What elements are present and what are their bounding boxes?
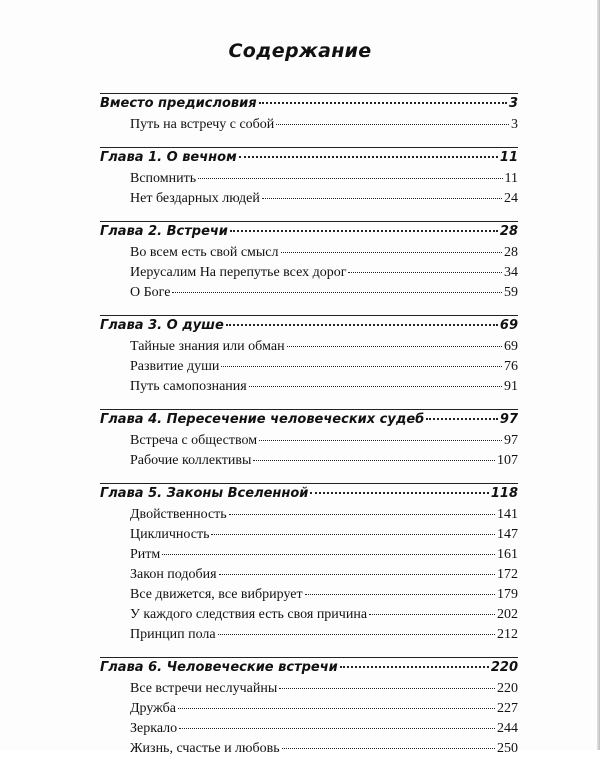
chapter-title: Глава 1. О вечном: [100, 150, 237, 165]
chapter-entry: [100, 224, 518, 245]
chapter-title: Глава 6. Человеческие встречи: [100, 660, 338, 675]
dot-leader: [229, 513, 495, 515]
dot-leader: [281, 251, 502, 253]
section-title: Жизнь, счастье и любовь: [130, 741, 280, 756]
toc-chapter: [100, 315, 518, 399]
chapter-entry: [100, 660, 518, 681]
dot-leader: [179, 727, 495, 729]
dot-leader: [276, 123, 509, 125]
section-entry: [100, 507, 518, 527]
chapter-page-number: 3: [508, 96, 518, 111]
dot-leader: [259, 439, 502, 441]
section-entry: [100, 527, 518, 547]
section-entry: [100, 117, 518, 137]
section-title: Дружба: [130, 701, 177, 716]
section-page-number: 202: [497, 607, 518, 622]
section-title: Закон подобия: [130, 567, 217, 582]
section-entry: [100, 701, 518, 721]
section-entry: [100, 433, 518, 453]
dot-leader: [259, 101, 507, 104]
chapter-entry: [100, 96, 518, 117]
section-page-number: 11: [504, 171, 518, 186]
toc-chapter: [100, 221, 518, 305]
section-page-number: 250: [497, 741, 518, 756]
section-page-number: 59: [504, 285, 518, 300]
dot-leader: [211, 533, 495, 535]
section-title: Принцип пола: [130, 627, 216, 642]
dot-leader: [426, 417, 498, 420]
section-entry: [100, 567, 518, 587]
chapter-title: Вместо предисловия: [100, 96, 257, 111]
chapter-page-number: 11: [499, 150, 518, 165]
section-entry: [100, 379, 518, 399]
section-page-number: 161: [497, 547, 518, 562]
dot-leader: [369, 613, 495, 615]
section-title: Нет бездарных людей: [130, 191, 260, 206]
chapter-page-number: 97: [499, 412, 518, 427]
section-page-number: 76: [504, 359, 518, 374]
chapter-title: Глава 2. Встречи: [100, 224, 228, 239]
section-entry: [100, 245, 518, 265]
dot-leader: [221, 365, 502, 367]
section-title: Иерусалим На перепутье всех дорог: [130, 265, 347, 280]
toc-chapter: [100, 483, 518, 647]
chapter-entry: [100, 412, 518, 433]
section-page-number: 97: [504, 433, 518, 448]
section-title: Путь самопознания: [130, 379, 247, 394]
section-entry: [100, 339, 518, 359]
section-entry: [100, 171, 518, 191]
section-entry: [100, 627, 518, 647]
section-page-number: 34: [504, 265, 518, 280]
section-title: Рабочие коллективы: [130, 453, 252, 468]
dot-leader: [226, 323, 498, 326]
toc-chapter: [100, 409, 518, 473]
section-page-number: 147: [497, 527, 518, 542]
section-page-number: 24: [504, 191, 518, 206]
section-title: Развитие души: [130, 359, 220, 374]
dot-leader: [178, 707, 495, 709]
section-entry: [100, 285, 518, 305]
chapter-entry: [100, 486, 518, 507]
table-of-contents: [100, 93, 518, 771]
section-entry: [100, 547, 518, 567]
section-title: Вспомнить: [130, 171, 197, 186]
section-title: Путь на встречу с собой: [130, 117, 275, 132]
section-title: Цикличность: [130, 527, 210, 542]
section-title: Зеркало: [130, 721, 178, 736]
section-page-number: 179: [497, 587, 518, 602]
section-page-number: 244: [497, 721, 518, 736]
dot-leader: [348, 271, 502, 273]
toc-chapter: [100, 93, 518, 137]
section-title: У каждого следствия есть своя причина: [130, 607, 368, 622]
section-page-number: 212: [497, 627, 518, 642]
section-page-number: 172: [497, 567, 518, 582]
section-title: Во всем есть свой смысл: [130, 245, 279, 260]
dot-leader: [282, 747, 495, 749]
dot-leader: [305, 593, 495, 595]
chapter-title: Глава 3. О душе: [100, 318, 224, 333]
dot-leader: [340, 665, 489, 668]
section-entry: [100, 453, 518, 473]
section-page-number: 28: [504, 245, 518, 260]
dot-leader: [219, 573, 495, 575]
chapter-entry: [100, 318, 518, 339]
section-entry: [100, 681, 518, 701]
section-page-number: 107: [497, 453, 518, 468]
section-page-number: 3: [511, 117, 518, 132]
toc-chapter: [100, 147, 518, 211]
section-title: Все встречи неслучайны: [130, 681, 278, 696]
chapter-page-number: 220: [490, 660, 518, 675]
chapter-title: Глава 5. Законы Вселенной: [100, 486, 309, 501]
section-entry: [100, 741, 518, 761]
section-entry: [100, 191, 518, 211]
section-page-number: 91: [504, 379, 518, 394]
section-page-number: 220: [497, 681, 518, 696]
chapter-page-number: 28: [499, 224, 518, 239]
dot-leader: [253, 459, 495, 461]
section-title: Ритм: [130, 547, 161, 562]
toc-chapter: [100, 657, 518, 761]
dot-leader: [230, 229, 498, 232]
section-title: Двойственность: [130, 507, 227, 522]
dot-leader: [239, 155, 498, 158]
section-page-number: 227: [497, 701, 518, 716]
section-entry: [100, 721, 518, 741]
section-entry: [100, 607, 518, 627]
chapter-entry: [100, 150, 518, 171]
dot-leader: [198, 177, 502, 179]
chapter-page-number: 118: [490, 486, 518, 501]
dot-leader: [279, 687, 495, 689]
section-title: О Боге: [130, 285, 171, 300]
section-entry: [100, 587, 518, 607]
dot-leader: [162, 553, 495, 555]
dot-leader: [310, 491, 488, 494]
dot-leader: [172, 291, 502, 293]
dot-leader: [287, 345, 502, 347]
section-entry: [100, 265, 518, 285]
dot-leader: [218, 633, 495, 635]
chapter-page-number: 69: [499, 318, 518, 333]
section-page-number: 69: [504, 339, 518, 354]
page-title: Содержание: [228, 40, 372, 62]
chapter-title: Глава 4. Пересечение человеческих судеб: [100, 412, 425, 427]
section-entry: [100, 359, 518, 379]
section-title: Все движется, все вибрирует: [130, 587, 303, 602]
dot-leader: [262, 197, 502, 199]
section-title: Тайные знания или обман: [130, 339, 285, 354]
section-title: Встреча с обществом: [130, 433, 258, 448]
section-page-number: 141: [497, 507, 518, 522]
dot-leader: [249, 385, 502, 387]
